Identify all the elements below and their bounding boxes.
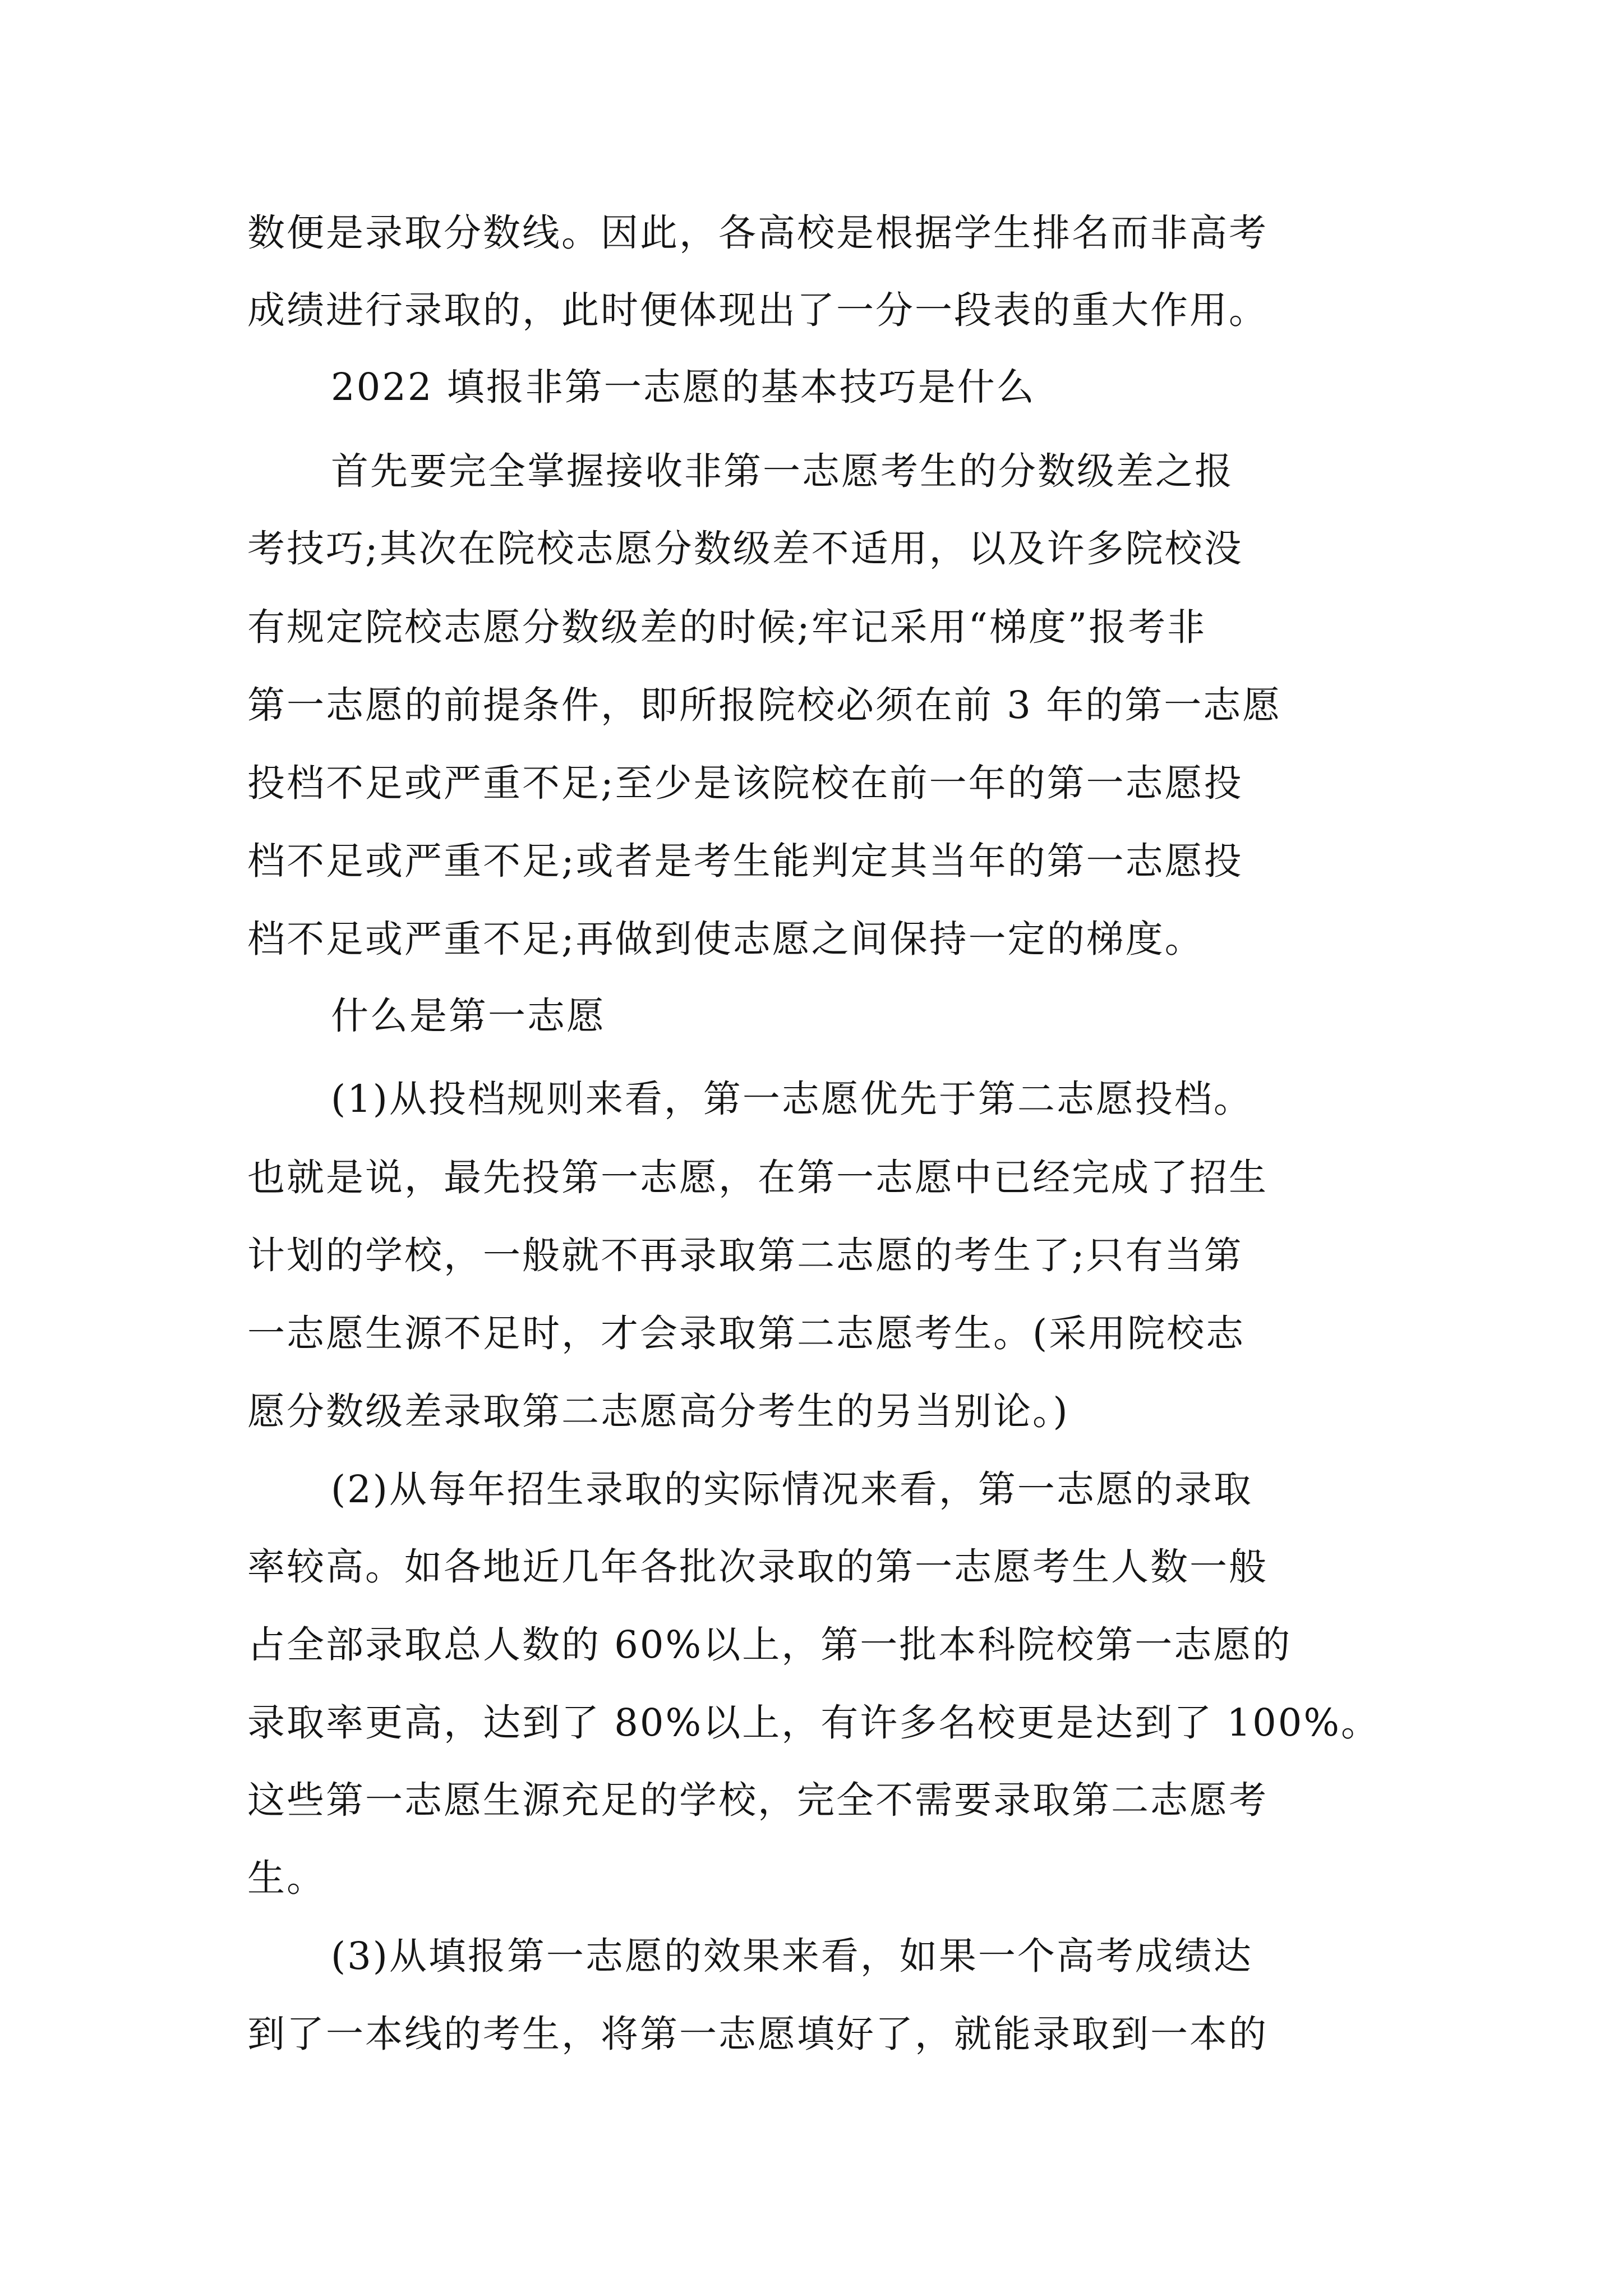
text-line: 也就是说，最先投第一志愿，在第一志愿中已经完成了招生 (247, 1156, 1268, 1199)
text-line: 这些第一志愿生源充足的学校，完全不需要录取第二志愿考 (247, 1778, 1268, 1822)
text-line: 档不足或严重不足;或者是考生能判定其当年的第一志愿投 (247, 839, 1243, 883)
text-line: 录取率更高，达到了 80%以上，有许多名校更是达到了 100%。 (247, 1701, 1381, 1745)
text-line: 数便是录取分数线。因此，各高校是根据学生排名而非高考 (247, 211, 1268, 255)
text-line: 考技巧;其次在院校志愿分数级差不适用，以及许多院校没 (247, 527, 1243, 570)
text-line: (3)从填报第一志愿的效果来看，如果一个高考成绩达 (331, 1934, 1253, 1978)
text-line: 第一志愿的前提条件，即所报院校必须在前 3 年的第一志愿 (247, 683, 1282, 727)
text-line: 投档不足或严重不足;至少是该院校在前一年的第一志愿投 (247, 761, 1243, 805)
text-line: 到了一本线的考生，将第一志愿填好了，就能录取到一本的 (247, 2012, 1268, 2056)
text-line: 档不足或严重不足;再做到使志愿之间保持一定的梯度。 (247, 917, 1204, 961)
text-line: 首先要完全掌握接收非第一志愿考生的分数级差之报 (331, 449, 1234, 493)
text-line: 成绩进行录取的，此时便体现出了一分一段表的重大作用。 (247, 288, 1268, 332)
text-line: (1)从投档规则来看，第一志愿优先于第二志愿投档。 (331, 1077, 1253, 1121)
section-heading: 2022 填报非第一志愿的基本技巧是什么 (331, 365, 1036, 409)
text-line: (2)从每年招生录取的实际情况来看，第一志愿的录取 (331, 1467, 1253, 1511)
text-line: 生。 (247, 1856, 326, 1900)
text-line: 愿分数级差录取第二志愿高分考生的另当别论。) (247, 1389, 1069, 1433)
text-line: 占全部录取总人数的 60%以上，第一批本科院校第一志愿的 (247, 1623, 1292, 1667)
text-line: 计划的学校，一般就不再录取第二志愿的考生了;只有当第 (247, 1234, 1243, 1277)
text-line: 一志愿生源不足时，才会录取第二志愿考生。(采用院校志 (247, 1312, 1246, 1355)
text-line: 有规定院校志愿分数级差的时候;牢记采用“梯度”报考非 (247, 605, 1207, 649)
section-heading: 什么是第一志愿 (331, 994, 606, 1038)
text-line: 率较高。如各地近几年各批次录取的第一志愿考生人数一般 (247, 1545, 1268, 1589)
